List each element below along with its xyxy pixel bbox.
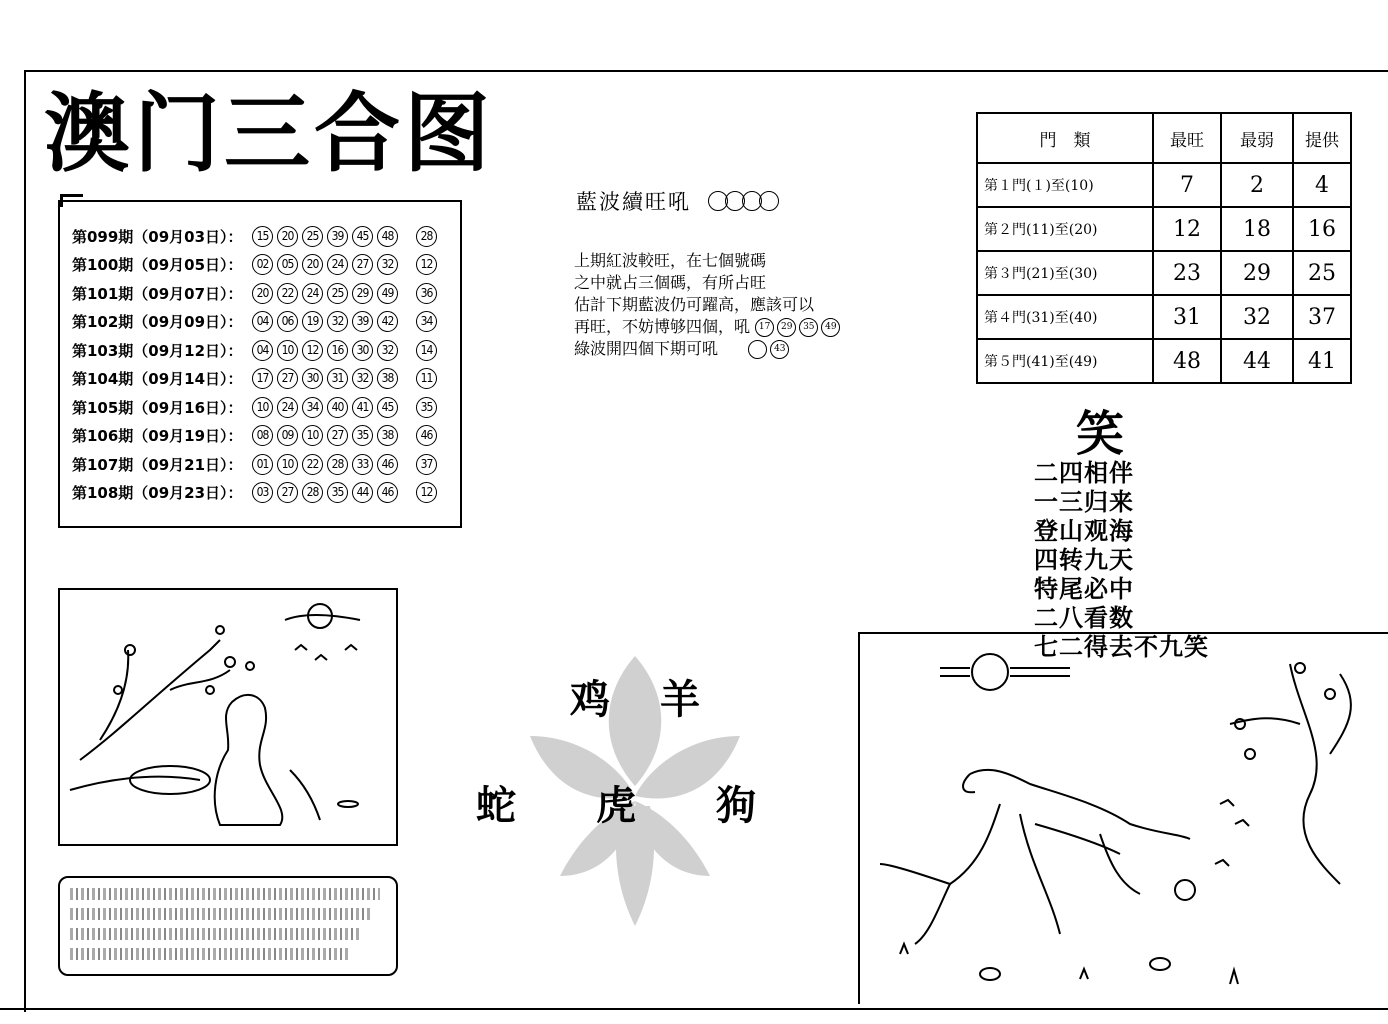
gates-row bbox=[977, 163, 1351, 207]
number-ball: 49 bbox=[377, 283, 398, 304]
number-ball: 39 bbox=[352, 311, 373, 332]
draw-results-panel bbox=[58, 200, 462, 528]
faded-note-box bbox=[58, 876, 398, 976]
number-ball: 48 bbox=[377, 226, 398, 247]
number-ball: 03 bbox=[252, 482, 273, 503]
draw-row bbox=[72, 393, 441, 421]
number-ball: 01 bbox=[252, 454, 273, 475]
gate-value: 44 bbox=[1221, 339, 1293, 383]
number-ball: 43 bbox=[770, 340, 789, 359]
draw-row bbox=[72, 308, 441, 336]
number-ball: 38 bbox=[377, 425, 398, 446]
gate-label: 第２門(11)至(20) bbox=[977, 207, 1153, 251]
number-ball: 39 bbox=[327, 226, 348, 247]
number-ball: 29 bbox=[777, 318, 796, 337]
number-ball: 31 bbox=[327, 368, 348, 389]
draw-label: 第106期（09月19日）： bbox=[72, 427, 243, 445]
number-ball: 25 bbox=[302, 226, 323, 247]
gate-label: 第４門(31)至(40) bbox=[977, 295, 1153, 339]
gates-row bbox=[977, 251, 1351, 295]
poem-title: 笑 bbox=[1076, 406, 1125, 462]
gate-value: 31 bbox=[1153, 295, 1221, 339]
number-ball: 10 bbox=[277, 454, 298, 475]
faded-text bbox=[70, 908, 370, 920]
number-ball: 04 bbox=[252, 311, 273, 332]
poem-line: 二四相伴 bbox=[1034, 458, 1134, 487]
number-ball: 45 bbox=[377, 397, 398, 418]
gate-value: 48 bbox=[1153, 339, 1221, 383]
gates-table bbox=[976, 112, 1352, 384]
number-ball: 33 bbox=[352, 454, 373, 475]
number-ball: 05 bbox=[277, 254, 298, 275]
zodiac-tiger: 虎 bbox=[596, 782, 636, 829]
number-ball: 32 bbox=[377, 340, 398, 361]
number-ball: 22 bbox=[277, 283, 298, 304]
number-ball: 42 bbox=[377, 311, 398, 332]
zodiac-goat: 羊 bbox=[660, 676, 700, 723]
poem bbox=[1034, 458, 1209, 661]
number-ball: 27 bbox=[352, 254, 373, 275]
draw-label: 第099期（09月03日）： bbox=[72, 227, 243, 246]
number-ball: 04 bbox=[252, 340, 273, 361]
gates-header: 最旺 bbox=[1153, 113, 1221, 163]
special-number-ball: 46 bbox=[416, 425, 437, 446]
draw-label: 第105期（09月16日）： bbox=[72, 398, 243, 417]
draw-row bbox=[72, 336, 441, 364]
number-ball: 30 bbox=[352, 340, 373, 361]
wave-title: 藍波續旺吼 bbox=[576, 190, 691, 214]
gates-header: 門 類 bbox=[977, 113, 1153, 163]
draw-row bbox=[72, 222, 441, 250]
number-ball: 27 bbox=[277, 368, 298, 389]
special-number-ball: 14 bbox=[416, 340, 437, 361]
zodiac-dog: 狗 bbox=[716, 782, 756, 829]
gate-value: 16 bbox=[1293, 207, 1351, 251]
gates-row bbox=[977, 295, 1351, 339]
number-ball: 27 bbox=[277, 482, 298, 503]
analysis-line: 上期紅波較旺，在七個號碼 bbox=[574, 251, 767, 270]
number-ball: 46 bbox=[377, 482, 398, 503]
number-ball: 20 bbox=[302, 254, 323, 275]
draw-row bbox=[72, 422, 441, 450]
number-ball bbox=[748, 340, 767, 359]
number-ball: 44 bbox=[352, 482, 373, 503]
number-ball: 12 bbox=[302, 340, 323, 361]
poem-line: 四转九天 bbox=[1034, 545, 1134, 574]
special-number-ball: 37 bbox=[416, 454, 437, 475]
draw-label: 第107期（09月21日）： bbox=[72, 455, 243, 474]
special-number-ball: 28 bbox=[416, 226, 437, 247]
horse-drawing bbox=[860, 634, 1388, 1004]
number-ball: 45 bbox=[352, 226, 373, 247]
special-number-ball: 35 bbox=[416, 397, 437, 418]
draw-row bbox=[72, 279, 441, 307]
number-ball: 16 bbox=[327, 340, 348, 361]
wave-circles bbox=[708, 191, 776, 216]
number-ball: 25 bbox=[327, 283, 348, 304]
gate-value: 23 bbox=[1153, 251, 1221, 295]
gates-row bbox=[977, 207, 1351, 251]
special-number-ball: 12 bbox=[416, 254, 437, 275]
gate-value: 37 bbox=[1293, 295, 1351, 339]
lady-drawing bbox=[60, 590, 396, 844]
analysis-line-text: 綠波開四個下期可吼 bbox=[574, 339, 719, 358]
gate-value: 7 bbox=[1153, 163, 1221, 207]
gate-value: 41 bbox=[1293, 339, 1351, 383]
gate-value: 2 bbox=[1221, 163, 1293, 207]
number-ball: 06 bbox=[277, 311, 298, 332]
number-ball: 10 bbox=[302, 425, 323, 446]
number-ball: 24 bbox=[327, 254, 348, 275]
number-ball: 10 bbox=[252, 397, 273, 418]
number-ball: 35 bbox=[327, 482, 348, 503]
number-ball: 28 bbox=[302, 482, 323, 503]
number-ball: 22 bbox=[302, 454, 323, 475]
page-title: 澳门三合图 bbox=[44, 84, 494, 184]
draw-label: 第101期（09月07日）： bbox=[72, 284, 243, 303]
number-ball: 27 bbox=[327, 425, 348, 446]
gates-header: 提供 bbox=[1293, 113, 1351, 163]
gates-header-row bbox=[977, 113, 1351, 163]
number-ball: 32 bbox=[377, 254, 398, 275]
draw-row bbox=[72, 450, 441, 478]
special-number-ball: 34 bbox=[416, 311, 437, 332]
number-ball: 17 bbox=[252, 368, 273, 389]
draw-label: 第100期（09月05日）： bbox=[72, 256, 243, 274]
draw-label: 第108期（09月23日）： bbox=[72, 484, 243, 502]
number-ball: 35 bbox=[799, 318, 818, 337]
analysis-line-text: 再旺，不妨博够四個，吼 bbox=[574, 317, 751, 336]
special-number-ball: 11 bbox=[416, 368, 437, 389]
gate-value: 4 bbox=[1293, 163, 1351, 207]
draw-row bbox=[72, 251, 441, 279]
gate-value: 12 bbox=[1153, 207, 1221, 251]
number-ball: 34 bbox=[302, 397, 323, 418]
number-ball: 28 bbox=[327, 454, 348, 475]
number-ball: 35 bbox=[352, 425, 373, 446]
gate-label: 第５門(41)至(49) bbox=[977, 339, 1153, 383]
number-ball: 29 bbox=[352, 283, 373, 304]
number-ball: 02 bbox=[252, 254, 273, 275]
poem-line: 七二得去不九笑 bbox=[1034, 632, 1209, 661]
analysis-line-5 bbox=[574, 338, 838, 360]
number-ball: 32 bbox=[352, 368, 373, 389]
analysis-line: 估計下期藍波仍可躍高，應該可以 bbox=[574, 295, 815, 314]
horse-illustration bbox=[858, 632, 1388, 1004]
number-ball: 17 bbox=[755, 318, 774, 337]
draw-label: 第104期（09月14日）： bbox=[72, 370, 243, 388]
wave-heading bbox=[576, 186, 776, 216]
number-ball: 49 bbox=[821, 318, 840, 337]
special-number-ball: 12 bbox=[416, 482, 437, 503]
number-ball: 15 bbox=[252, 226, 273, 247]
number-ball: 08 bbox=[252, 425, 273, 446]
gate-label: 第１門(１)至(10) bbox=[977, 163, 1153, 207]
number-ball: 10 bbox=[277, 340, 298, 361]
analysis-line: 之中就占三個碼，有所占旺 bbox=[574, 273, 767, 292]
gates-row bbox=[977, 339, 1351, 383]
draw-label: 第102期（09月09日）： bbox=[72, 313, 243, 331]
zodiac-snake: 蛇 bbox=[476, 782, 516, 829]
poem-line: 特尾必中 bbox=[1034, 574, 1134, 603]
faded-text bbox=[70, 888, 380, 900]
faded-text bbox=[70, 948, 350, 960]
draw-row bbox=[72, 479, 441, 507]
gate-value: 29 bbox=[1221, 251, 1293, 295]
number-ball: 41 bbox=[352, 397, 373, 418]
number-ball: 46 bbox=[377, 454, 398, 475]
gate-value: 18 bbox=[1221, 207, 1293, 251]
number-ball: 40 bbox=[327, 397, 348, 418]
number-ball: 32 bbox=[327, 311, 348, 332]
draw-label: 第103期（09月12日）： bbox=[72, 341, 243, 360]
bottom-rule bbox=[0, 1008, 1388, 1010]
number-ball: 19 bbox=[302, 311, 323, 332]
special-number-ball: 36 bbox=[416, 283, 437, 304]
poem-line: 登山观海 bbox=[1034, 516, 1134, 545]
wave-analysis bbox=[574, 250, 838, 360]
number-ball: 09 bbox=[277, 425, 298, 446]
gate-label: 第３門(21)至(30) bbox=[977, 251, 1153, 295]
number-ball: 24 bbox=[302, 283, 323, 304]
zodiac-chicken: 鸡 bbox=[570, 676, 610, 723]
faded-text bbox=[70, 928, 360, 940]
number-ball: 20 bbox=[252, 283, 273, 304]
poem-line: 一三归来 bbox=[1034, 487, 1134, 516]
analysis-line-4 bbox=[574, 316, 838, 338]
draw-row bbox=[72, 365, 441, 393]
number-ball: 24 bbox=[277, 397, 298, 418]
lady-illustration bbox=[58, 588, 398, 846]
number-ball: 38 bbox=[377, 368, 398, 389]
number-ball: 30 bbox=[302, 368, 323, 389]
poem-line: 二八看数 bbox=[1034, 603, 1134, 632]
gate-value: 32 bbox=[1221, 295, 1293, 339]
gate-value: 25 bbox=[1293, 251, 1351, 295]
number-ball: 20 bbox=[277, 226, 298, 247]
gates-header: 最弱 bbox=[1221, 113, 1293, 163]
